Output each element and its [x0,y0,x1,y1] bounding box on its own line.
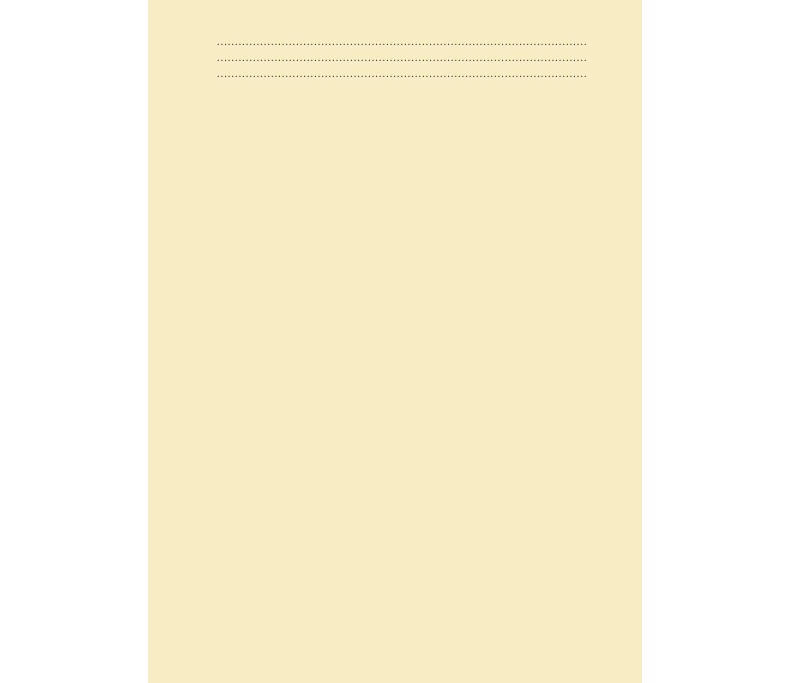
table-of-contents [216,34,587,83]
chapter-3-title-line2 [216,51,587,66]
book-page [148,0,642,683]
toc-entry-wrapped [216,67,587,82]
chapter-1-title-line2 [216,35,587,50]
wrapped-line2 [216,67,587,82]
